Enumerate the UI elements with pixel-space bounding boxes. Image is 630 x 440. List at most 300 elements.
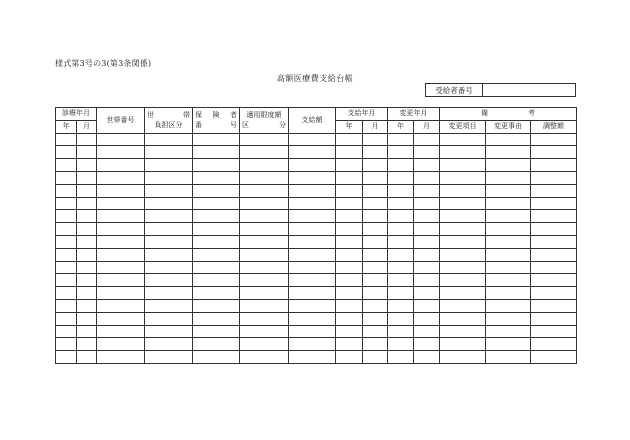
table-cell[interactable] <box>289 146 336 159</box>
table-cell[interactable] <box>336 261 363 274</box>
table-cell[interactable] <box>388 338 414 351</box>
table-cell[interactable] <box>56 235 77 248</box>
table-cell[interactable] <box>531 287 577 300</box>
table-cell[interactable] <box>414 248 440 261</box>
table-cell[interactable] <box>414 210 440 223</box>
table-cell[interactable] <box>240 351 289 364</box>
header-text: 適用限度額 <box>246 110 282 119</box>
table-cell[interactable] <box>414 159 440 172</box>
table-cell[interactable] <box>531 197 577 210</box>
table-row <box>56 299 577 312</box>
table-cell[interactable] <box>145 299 193 312</box>
table-cell[interactable] <box>486 325 531 338</box>
table-cell[interactable] <box>440 171 486 184</box>
table-cell[interactable] <box>414 133 440 146</box>
table-cell[interactable] <box>56 159 77 172</box>
table-cell[interactable] <box>440 351 486 364</box>
header-tekiyo-gendogaku-kubun <box>240 108 289 134</box>
table-cell[interactable] <box>363 159 388 172</box>
table-cell[interactable] <box>336 325 363 338</box>
table-cell[interactable] <box>363 338 388 351</box>
table-cell[interactable] <box>388 235 414 248</box>
table-cell[interactable] <box>388 325 414 338</box>
table-cell[interactable] <box>440 223 486 236</box>
table-cell[interactable] <box>145 197 193 210</box>
recipient-number-field[interactable] <box>483 84 576 97</box>
table-cell[interactable] <box>240 184 289 197</box>
table-cell[interactable] <box>145 287 193 300</box>
table-cell[interactable] <box>440 159 486 172</box>
table-cell[interactable] <box>486 261 531 274</box>
table-cell[interactable] <box>531 312 577 325</box>
table-cell[interactable] <box>363 299 388 312</box>
table-cell[interactable] <box>77 248 97 261</box>
header-text: 保 <box>195 110 202 119</box>
table-cell[interactable] <box>486 197 531 210</box>
table-cell[interactable] <box>77 146 97 159</box>
table-cell[interactable] <box>486 210 531 223</box>
table-cell[interactable] <box>193 351 240 364</box>
table-cell[interactable] <box>388 146 414 159</box>
table-cell[interactable] <box>97 133 145 146</box>
table-cell[interactable] <box>440 312 486 325</box>
table-cell[interactable] <box>240 261 289 274</box>
table-cell[interactable] <box>77 223 97 236</box>
table-row <box>56 274 577 287</box>
table-cell[interactable] <box>531 159 577 172</box>
table-cell[interactable] <box>414 261 440 274</box>
table-cell[interactable] <box>56 338 77 351</box>
table-cell[interactable] <box>240 274 289 287</box>
table-cell[interactable] <box>97 274 145 287</box>
header-biko <box>440 108 577 121</box>
table-cell[interactable] <box>77 210 97 223</box>
table-cell[interactable] <box>531 146 577 159</box>
table-cell[interactable] <box>388 351 414 364</box>
table-cell[interactable] <box>336 171 363 184</box>
table-cell[interactable] <box>414 312 440 325</box>
table-cell[interactable] <box>486 287 531 300</box>
table-cell[interactable] <box>240 299 289 312</box>
table-cell[interactable] <box>97 210 145 223</box>
table-cell[interactable] <box>145 223 193 236</box>
payment-ledger-table <box>55 107 577 364</box>
table-cell[interactable] <box>363 223 388 236</box>
table-cell[interactable] <box>193 197 240 210</box>
table-cell[interactable] <box>97 325 145 338</box>
table-cell[interactable] <box>531 338 577 351</box>
table-cell[interactable] <box>531 351 577 364</box>
table-cell[interactable] <box>77 171 97 184</box>
table-cell[interactable] <box>240 325 289 338</box>
table-cell[interactable] <box>336 223 363 236</box>
header-text: 世 <box>147 110 154 119</box>
table-cell[interactable] <box>336 159 363 172</box>
table-cell[interactable] <box>97 223 145 236</box>
table-cell[interactable] <box>486 171 531 184</box>
header-shikyu-nengetsu: 支給年月 <box>336 108 388 121</box>
table-cell[interactable] <box>486 235 531 248</box>
table-cell[interactable] <box>145 171 193 184</box>
table-cell[interactable] <box>56 261 77 274</box>
header-setai-futan-kubun <box>145 108 193 134</box>
table-cell[interactable] <box>193 312 240 325</box>
table-row <box>56 197 577 210</box>
table-cell[interactable] <box>414 338 440 351</box>
table-cell[interactable] <box>388 197 414 210</box>
table-cell[interactable] <box>193 210 240 223</box>
table-cell[interactable] <box>77 287 97 300</box>
table-cell[interactable] <box>363 146 388 159</box>
table-cell[interactable] <box>388 159 414 172</box>
table-cell[interactable] <box>193 235 240 248</box>
table-cell[interactable] <box>145 274 193 287</box>
table-cell[interactable] <box>240 235 289 248</box>
table-cell[interactable] <box>77 261 97 274</box>
table-cell[interactable] <box>388 274 414 287</box>
table-cell[interactable] <box>363 210 388 223</box>
table-cell[interactable] <box>486 338 531 351</box>
table-cell[interactable] <box>289 223 336 236</box>
table-cell[interactable] <box>363 274 388 287</box>
table-cell[interactable] <box>531 171 577 184</box>
table-cell[interactable] <box>440 146 486 159</box>
table-row <box>56 261 577 274</box>
table-cell[interactable] <box>240 197 289 210</box>
table-cell[interactable] <box>240 210 289 223</box>
table-cell[interactable] <box>240 171 289 184</box>
ledger-body <box>56 133 577 363</box>
table-cell[interactable] <box>336 338 363 351</box>
table-cell[interactable] <box>486 184 531 197</box>
table-cell[interactable] <box>145 312 193 325</box>
table-cell[interactable] <box>145 261 193 274</box>
table-cell[interactable] <box>193 171 240 184</box>
recipient-number-label: 受給者番号 <box>426 84 483 97</box>
table-cell[interactable] <box>531 299 577 312</box>
table-cell[interactable] <box>289 338 336 351</box>
table-cell[interactable] <box>363 184 388 197</box>
table-cell[interactable] <box>388 248 414 261</box>
table-cell[interactable] <box>531 184 577 197</box>
header-setai-bango: 世帯番号 <box>97 108 145 134</box>
table-row <box>56 248 577 261</box>
table-cell[interactable] <box>77 235 97 248</box>
table-cell[interactable] <box>388 210 414 223</box>
table-cell[interactable] <box>336 299 363 312</box>
table-cell[interactable] <box>363 197 388 210</box>
header-shikyu-year: 年 <box>336 120 363 133</box>
table-cell[interactable] <box>240 133 289 146</box>
table-cell[interactable] <box>414 197 440 210</box>
header-text: 負担区分 <box>154 120 183 129</box>
table-cell[interactable] <box>56 171 77 184</box>
table-cell[interactable] <box>240 223 289 236</box>
table-cell[interactable] <box>336 133 363 146</box>
header-text: 者 <box>230 110 237 119</box>
table-cell[interactable] <box>440 338 486 351</box>
table-cell[interactable] <box>289 210 336 223</box>
table-cell[interactable] <box>240 159 289 172</box>
table-cell[interactable] <box>486 351 531 364</box>
table-cell[interactable] <box>440 210 486 223</box>
table-row <box>56 210 577 223</box>
table-cell[interactable] <box>486 299 531 312</box>
header-henko-year: 年 <box>388 120 414 133</box>
table-row <box>56 171 577 184</box>
table-cell[interactable] <box>414 351 440 364</box>
table-cell[interactable] <box>363 171 388 184</box>
table-cell[interactable] <box>336 312 363 325</box>
table-cell[interactable] <box>336 248 363 261</box>
header-chosei-gaku: 調整額 <box>531 120 577 133</box>
table-cell[interactable] <box>388 184 414 197</box>
table-cell[interactable] <box>77 184 97 197</box>
table-cell[interactable] <box>336 184 363 197</box>
header-text: 険 <box>212 110 220 119</box>
table-cell[interactable] <box>289 325 336 338</box>
table-cell[interactable] <box>414 146 440 159</box>
table-cell[interactable] <box>145 351 193 364</box>
table-cell[interactable] <box>145 159 193 172</box>
header-shinryo-month: 月 <box>77 120 97 133</box>
table-cell[interactable] <box>145 235 193 248</box>
table-cell[interactable] <box>531 133 577 146</box>
header-text: 区 <box>242 120 249 129</box>
table-cell[interactable] <box>363 312 388 325</box>
table-cell[interactable] <box>240 338 289 351</box>
header-henko-komoku: 変更項目 <box>440 120 486 133</box>
table-cell[interactable] <box>414 299 440 312</box>
table-cell[interactable] <box>486 312 531 325</box>
table-cell[interactable] <box>531 274 577 287</box>
table-cell[interactable] <box>77 312 97 325</box>
table-cell[interactable] <box>193 184 240 197</box>
table-cell[interactable] <box>56 274 77 287</box>
table-cell[interactable] <box>440 248 486 261</box>
table-cell[interactable] <box>193 159 240 172</box>
table-cell[interactable] <box>363 351 388 364</box>
table-cell[interactable] <box>97 159 145 172</box>
header-henko-month: 月 <box>414 120 440 133</box>
table-cell[interactable] <box>240 248 289 261</box>
header-shinryo-nengetsu: 診療年月 <box>56 108 97 121</box>
table-cell[interactable] <box>145 184 193 197</box>
table-cell[interactable] <box>440 184 486 197</box>
table-cell[interactable] <box>56 312 77 325</box>
table-cell[interactable] <box>531 210 577 223</box>
table-cell[interactable] <box>388 171 414 184</box>
table-cell[interactable] <box>193 299 240 312</box>
header-shikyu-month: 月 <box>363 120 388 133</box>
table-cell[interactable] <box>388 261 414 274</box>
table-cell[interactable] <box>363 287 388 300</box>
table-cell[interactable] <box>97 171 145 184</box>
table-cell[interactable] <box>56 184 77 197</box>
table-cell[interactable] <box>145 338 193 351</box>
table-cell[interactable] <box>77 159 97 172</box>
table-cell[interactable] <box>363 261 388 274</box>
header-text: 号 <box>230 120 237 129</box>
table-cell[interactable] <box>97 312 145 325</box>
table-cell[interactable] <box>289 312 336 325</box>
table-cell[interactable] <box>97 197 145 210</box>
table-cell[interactable] <box>145 325 193 338</box>
table-cell[interactable] <box>336 287 363 300</box>
table-cell[interactable] <box>486 248 531 261</box>
table-cell[interactable] <box>363 248 388 261</box>
table-cell[interactable] <box>56 351 77 364</box>
table-cell[interactable] <box>240 287 289 300</box>
header-text: 備 <box>481 109 488 118</box>
table-cell[interactable] <box>289 261 336 274</box>
table-cell[interactable] <box>56 197 77 210</box>
table-cell[interactable] <box>145 133 193 146</box>
table-cell[interactable] <box>440 274 486 287</box>
table-cell[interactable] <box>440 235 486 248</box>
table-cell[interactable] <box>289 248 336 261</box>
table-cell[interactable] <box>97 287 145 300</box>
table-cell[interactable] <box>289 133 336 146</box>
table-cell[interactable] <box>97 338 145 351</box>
table-cell[interactable] <box>388 312 414 325</box>
table-cell[interactable] <box>414 235 440 248</box>
header-text: 分 <box>279 120 286 129</box>
table-cell[interactable] <box>240 312 289 325</box>
table-row <box>56 235 577 248</box>
table-cell[interactable] <box>193 338 240 351</box>
table-cell[interactable] <box>414 274 440 287</box>
table-cell[interactable] <box>97 235 145 248</box>
table-cell[interactable] <box>440 287 486 300</box>
table-cell[interactable] <box>77 133 97 146</box>
table-cell[interactable] <box>414 171 440 184</box>
table-cell[interactable] <box>56 210 77 223</box>
table-cell[interactable] <box>414 287 440 300</box>
table-cell[interactable] <box>289 235 336 248</box>
table-cell[interactable] <box>440 261 486 274</box>
table-cell[interactable] <box>289 197 336 210</box>
table-cell[interactable] <box>440 197 486 210</box>
table-cell[interactable] <box>77 325 97 338</box>
table-cell[interactable] <box>486 223 531 236</box>
table-cell[interactable] <box>240 146 289 159</box>
table-cell[interactable] <box>336 274 363 287</box>
table-cell[interactable] <box>486 159 531 172</box>
header-hokensha-bango <box>193 108 240 134</box>
table-cell[interactable] <box>531 235 577 248</box>
header-shinryo-year: 年 <box>56 120 77 133</box>
table-cell[interactable] <box>336 146 363 159</box>
table-cell[interactable] <box>56 133 77 146</box>
table-cell[interactable] <box>289 159 336 172</box>
table-cell[interactable] <box>336 210 363 223</box>
document-title: 高額医療費支給台帳 <box>276 74 354 83</box>
table-cell[interactable] <box>56 146 77 159</box>
table-cell[interactable] <box>77 351 97 364</box>
table-cell[interactable] <box>193 325 240 338</box>
table-cell[interactable] <box>289 274 336 287</box>
table-cell[interactable] <box>363 133 388 146</box>
table-cell[interactable] <box>531 248 577 261</box>
table-cell[interactable] <box>77 338 97 351</box>
table-cell[interactable] <box>486 146 531 159</box>
header-text: 帯 <box>183 110 190 119</box>
table-cell[interactable] <box>531 223 577 236</box>
table-cell[interactable] <box>145 248 193 261</box>
table-cell[interactable] <box>289 171 336 184</box>
table-cell[interactable] <box>77 299 97 312</box>
table-cell[interactable] <box>97 261 145 274</box>
table-cell[interactable] <box>193 248 240 261</box>
table-cell[interactable] <box>388 133 414 146</box>
table-cell[interactable] <box>193 287 240 300</box>
table-cell[interactable] <box>56 223 77 236</box>
table-cell[interactable] <box>97 248 145 261</box>
table-cell[interactable] <box>56 325 77 338</box>
table-cell[interactable] <box>77 197 97 210</box>
table-cell[interactable] <box>145 146 193 159</box>
form-number-label: 様式第3号の3(第3条関係) <box>55 59 152 68</box>
table-cell[interactable] <box>289 184 336 197</box>
table-cell[interactable] <box>388 299 414 312</box>
table-cell[interactable] <box>363 325 388 338</box>
table-cell[interactable] <box>363 235 388 248</box>
table-cell[interactable] <box>388 287 414 300</box>
table-cell[interactable] <box>289 287 336 300</box>
table-cell[interactable] <box>486 274 531 287</box>
table-cell[interactable] <box>289 299 336 312</box>
table-cell[interactable] <box>193 133 240 146</box>
header-shikyu-gaku: 支給額 <box>289 108 336 134</box>
table-row <box>56 325 577 338</box>
table-row <box>56 287 577 300</box>
table-row <box>56 133 577 146</box>
table-cell[interactable] <box>145 210 193 223</box>
table-cell[interactable] <box>97 184 145 197</box>
table-row <box>56 159 577 172</box>
table-row <box>56 184 577 197</box>
table-cell[interactable] <box>193 223 240 236</box>
table-cell[interactable] <box>97 299 145 312</box>
table-cell[interactable] <box>97 351 145 364</box>
table-cell[interactable] <box>77 274 97 287</box>
table-cell[interactable] <box>193 274 240 287</box>
table-cell[interactable] <box>414 325 440 338</box>
table-cell[interactable] <box>531 261 577 274</box>
table-cell[interactable] <box>440 299 486 312</box>
table-cell[interactable] <box>193 261 240 274</box>
table-cell[interactable] <box>193 146 240 159</box>
table-cell[interactable] <box>56 299 77 312</box>
table-cell[interactable] <box>440 133 486 146</box>
table-cell[interactable] <box>388 223 414 236</box>
table-cell[interactable] <box>336 351 363 364</box>
table-cell[interactable] <box>97 146 145 159</box>
table-row <box>56 351 577 364</box>
table-cell[interactable] <box>414 184 440 197</box>
table-cell[interactable] <box>531 325 577 338</box>
table-cell[interactable] <box>56 248 77 261</box>
table-cell[interactable] <box>486 133 531 146</box>
table-cell[interactable] <box>56 287 77 300</box>
table-cell[interactable] <box>289 351 336 364</box>
table-cell[interactable] <box>440 325 486 338</box>
header-text: 考 <box>528 109 535 118</box>
table-cell[interactable] <box>414 223 440 236</box>
table-cell[interactable] <box>336 197 363 210</box>
table-cell[interactable] <box>336 235 363 248</box>
